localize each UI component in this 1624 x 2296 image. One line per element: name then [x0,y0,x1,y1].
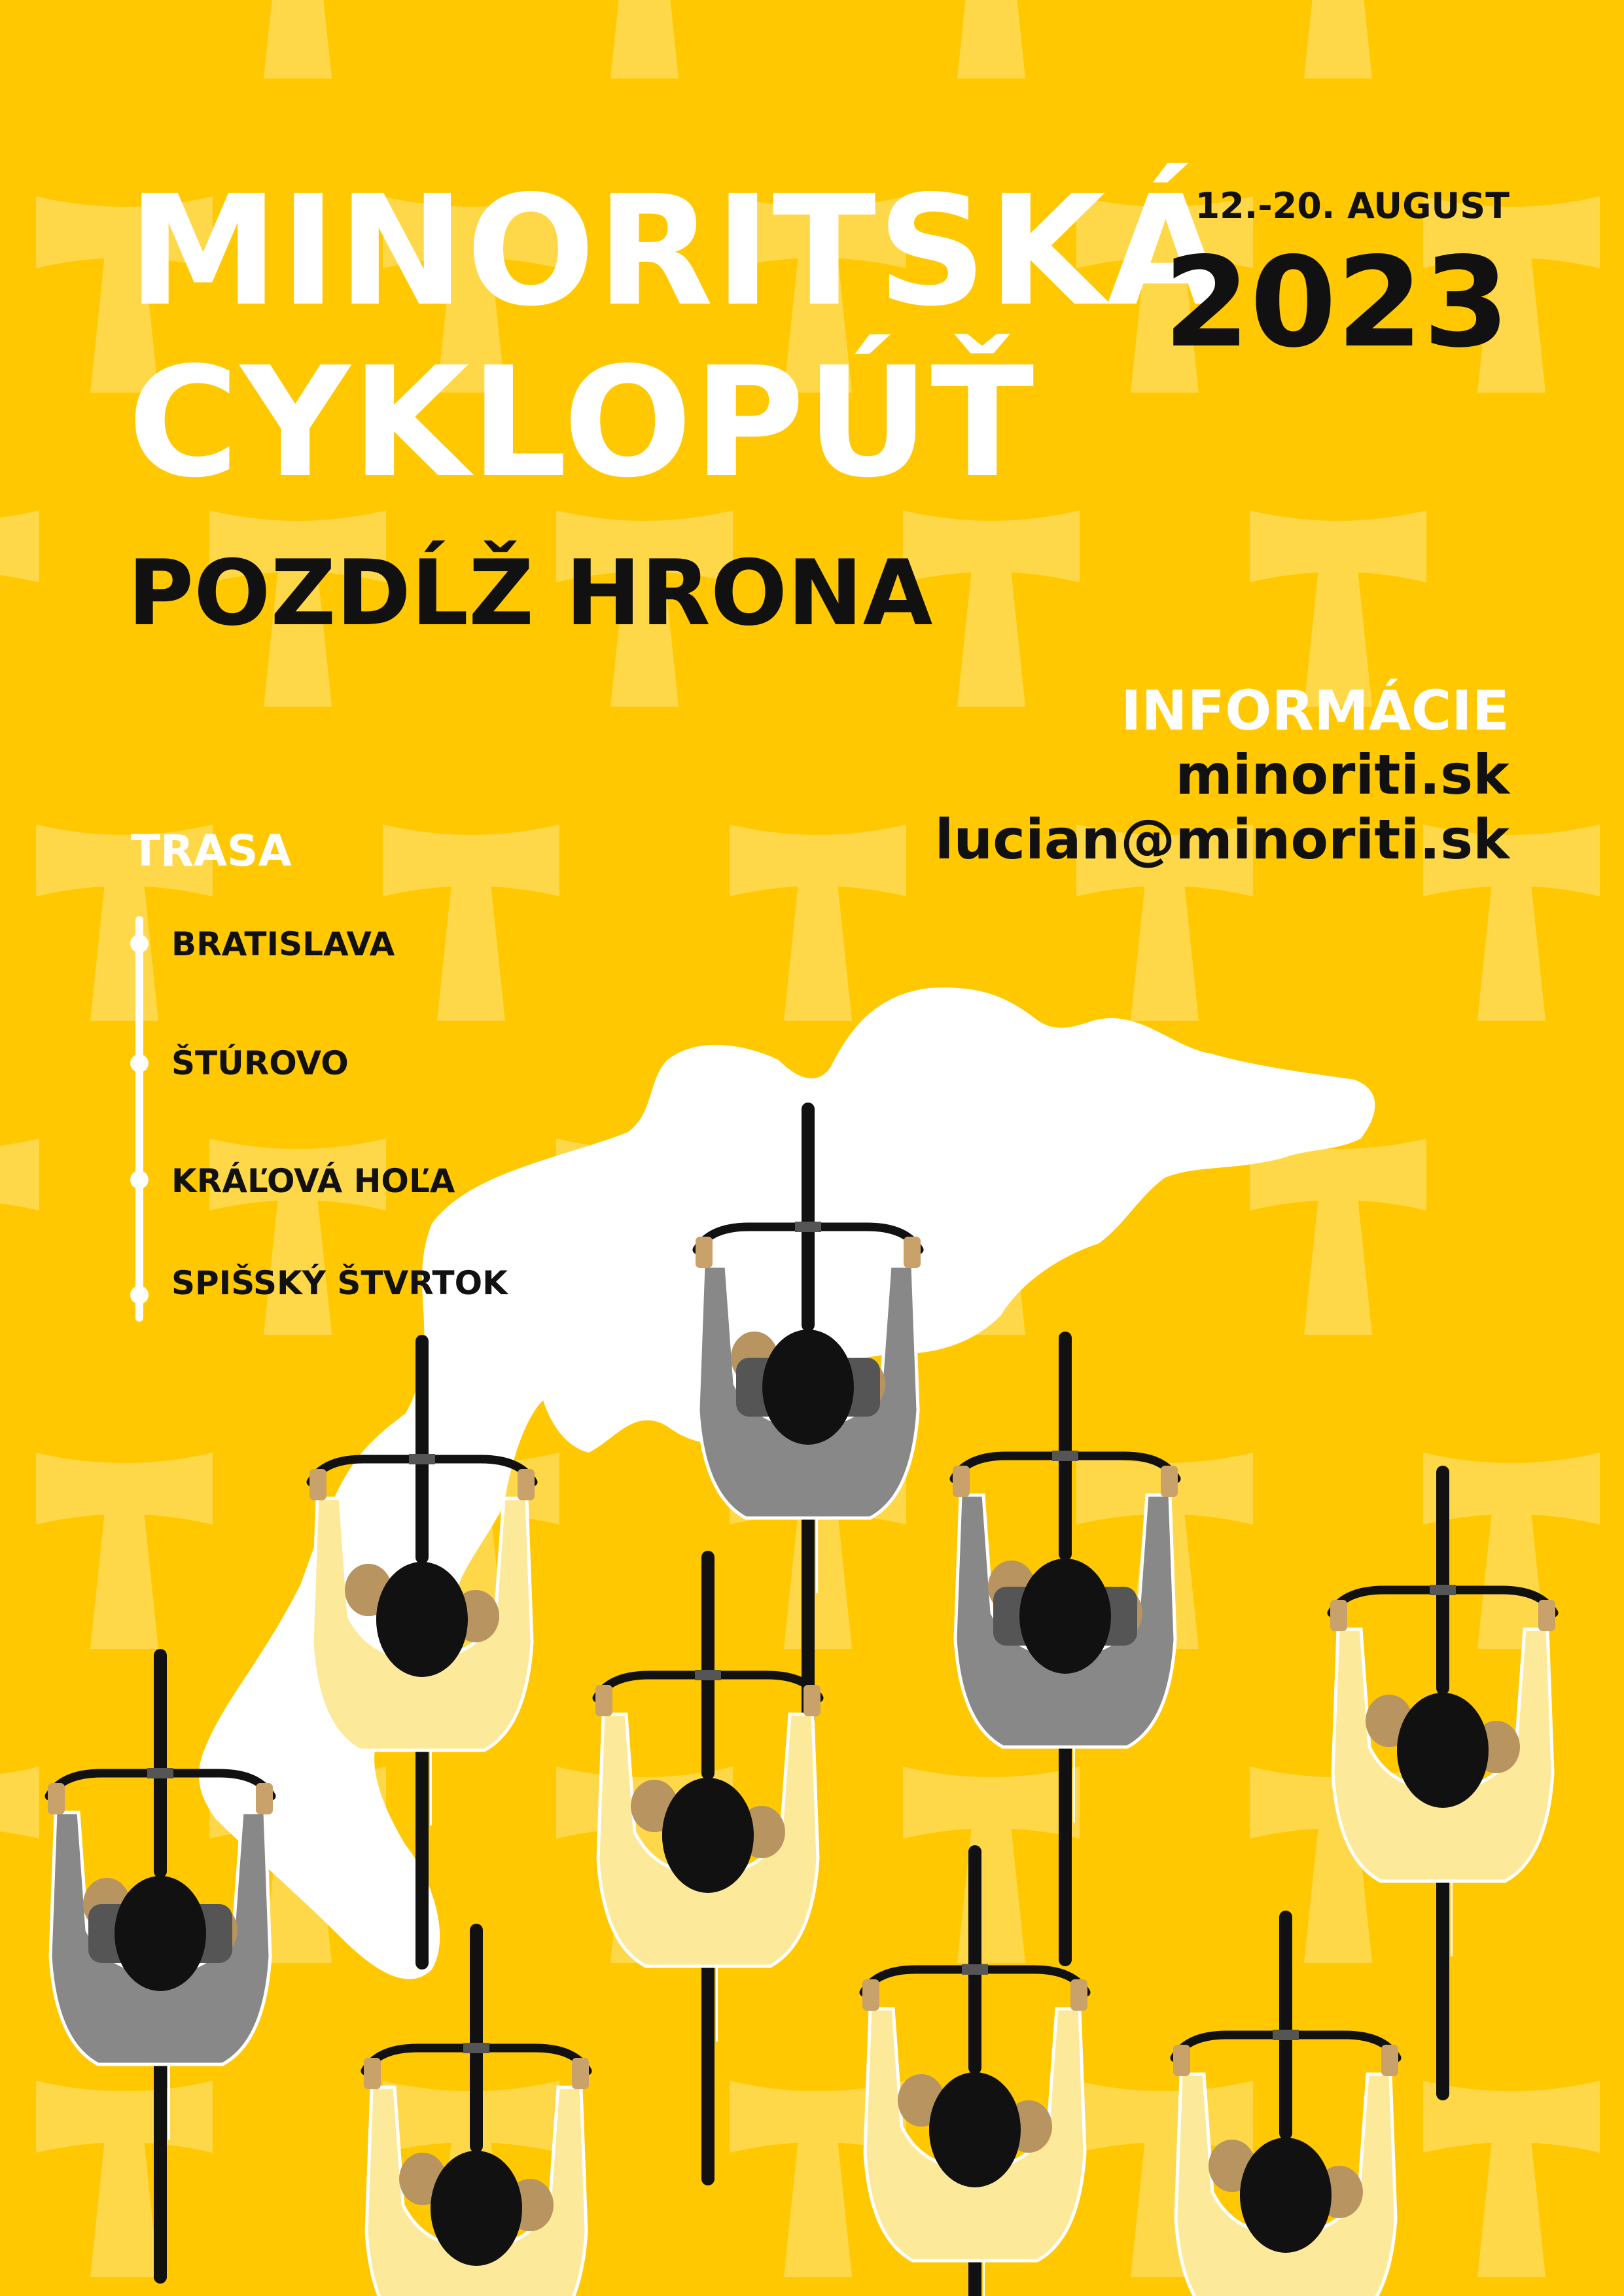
subtitle: POZDĹŽ HRONA [128,540,933,646]
route-stop-spissky-stvrtok: SPIŠSKÝ ŠTVRTOK [171,1264,508,1302]
route-stop-kralova-hola: KRÁĽOVÁ HOĽA [171,1162,455,1200]
route-stop-dot [130,1286,149,1304]
route-stop-sturovo: ŠTÚROVO [171,1044,349,1082]
info-block [935,679,1509,872]
title-line-1: MINORITSKÁ [128,163,1226,340]
cyclist-icon [595,1551,821,2185]
cyclist-icon [953,1332,1178,1966]
event-year: 2023 [1163,230,1509,375]
cyclist-icon [1330,1466,1555,2100]
title-line-2: CYKLOPÚŤ [128,334,1036,511]
route-stop-dot [130,1054,149,1072]
cyclist-icon [309,1335,535,1969]
info-website-link[interactable]: minoriti.sk [1175,742,1509,807]
info-heading: INFORMÁCIE [1121,679,1509,743]
route-stop-dot [130,934,149,953]
cyclist-icon [862,1845,1087,2296]
route-stop-dot [130,1171,149,1189]
route-stop-bratislava: BRATISLAVA [171,925,395,963]
cyclist-icon [696,1103,921,1737]
event-dates: 12.-20. AUGUST [1195,185,1509,226]
cyclist-icon [1173,1911,1398,2296]
info-email-link[interactable]: lucian@minoriti.sk [934,807,1509,872]
route-heading: TRASA [131,826,292,876]
cyclist-icon [48,1649,273,2284]
cyclist-icon [364,1924,589,2296]
route-timeline-icon [135,916,143,1322]
